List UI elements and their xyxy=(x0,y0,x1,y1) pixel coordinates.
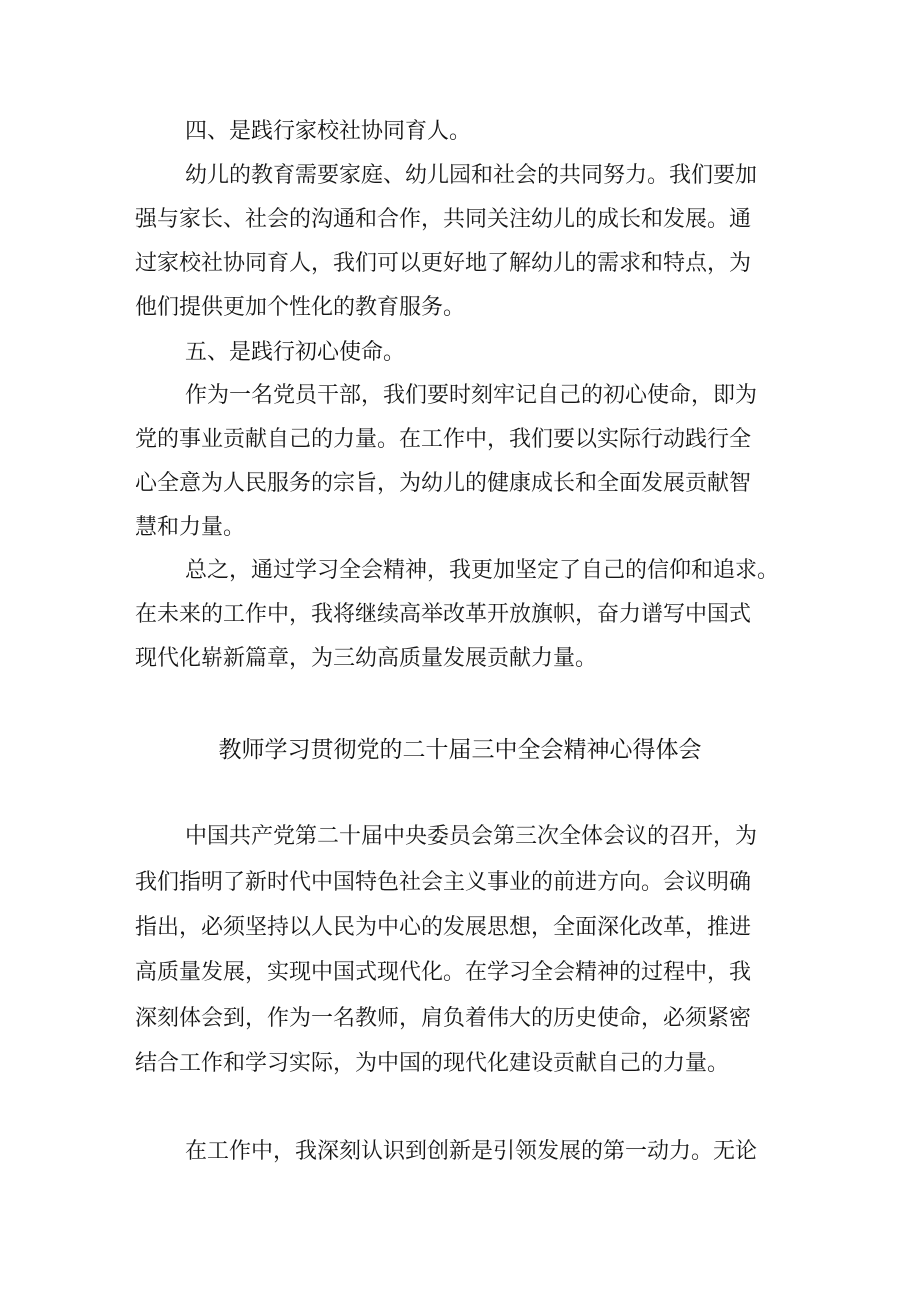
article-title: 教师学习贯彻党的二十届三中全会精神心得体会 xyxy=(218,737,702,763)
paragraph-line: 党的事业贡献自己的力量。在工作中，我们要以实际行动践行全 xyxy=(135,427,752,452)
paragraph-line: 强与家长、社会的沟通和合作，共同关注幼儿的成长和发展。通 xyxy=(135,207,752,232)
paragraph-line: 总之，通过学习全会精神，我更加坚定了自己的信仰和追求。 xyxy=(185,558,780,583)
paragraph-line: 他们提供更加个性化的教育服务。 xyxy=(135,295,466,320)
paragraph-line: 结合工作和学习实际，为中国的现代化建设贡献自己的力量。 xyxy=(135,1051,730,1076)
paragraph-line: 高质量发展，实现中国式现代化。在学习全会精神的过程中，我 xyxy=(135,960,752,985)
paragraph-line: 指出，必须坚持以人民为中心的发展思想，全面深化改革，推进 xyxy=(135,915,752,940)
paragraph-line: 心全意为人民服务的宗旨，为幼儿的健康成长和全面发展贡献智 xyxy=(135,471,752,496)
paragraph-line: 在未来的工作中，我将继续高举改革开放旗帜，奋力谱写中国式 xyxy=(135,602,752,627)
paragraph-line: 深刻体会到，作为一名教师，肩负着伟大的历史使命，必须紧密 xyxy=(135,1006,752,1031)
paragraph-line: 现代化崭新篇章，为三幼高质量发展贡献力量。 xyxy=(135,646,598,671)
section-heading-5: 五、是践行初心使命。 xyxy=(185,340,406,365)
paragraph-line: 在工作中，我深刻认识到创新是引领发展的第一动力。无论 xyxy=(185,1139,758,1164)
paragraph-line: 慧和力量。 xyxy=(135,515,246,540)
paragraph-line: 我们指明了新时代中国特色社会主义事业的前进方向。会议明确 xyxy=(135,870,752,895)
paragraph-line: 作为一名党员干部，我们要时刻牢记自己的初心使命，即为 xyxy=(185,383,758,408)
section-heading-4: 四、是践行家校社协同育人。 xyxy=(185,119,472,144)
paragraph-line: 幼儿的教育需要家庭、幼儿园和社会的共同努力。我们要加 xyxy=(185,163,758,188)
paragraph-line: 过家校社协同育人，我们可以更好地了解幼儿的需求和特点，为 xyxy=(135,251,752,276)
paragraph-line: 中国共产党第二十届中央委员会第三次全体会议的召开，为 xyxy=(185,824,758,849)
